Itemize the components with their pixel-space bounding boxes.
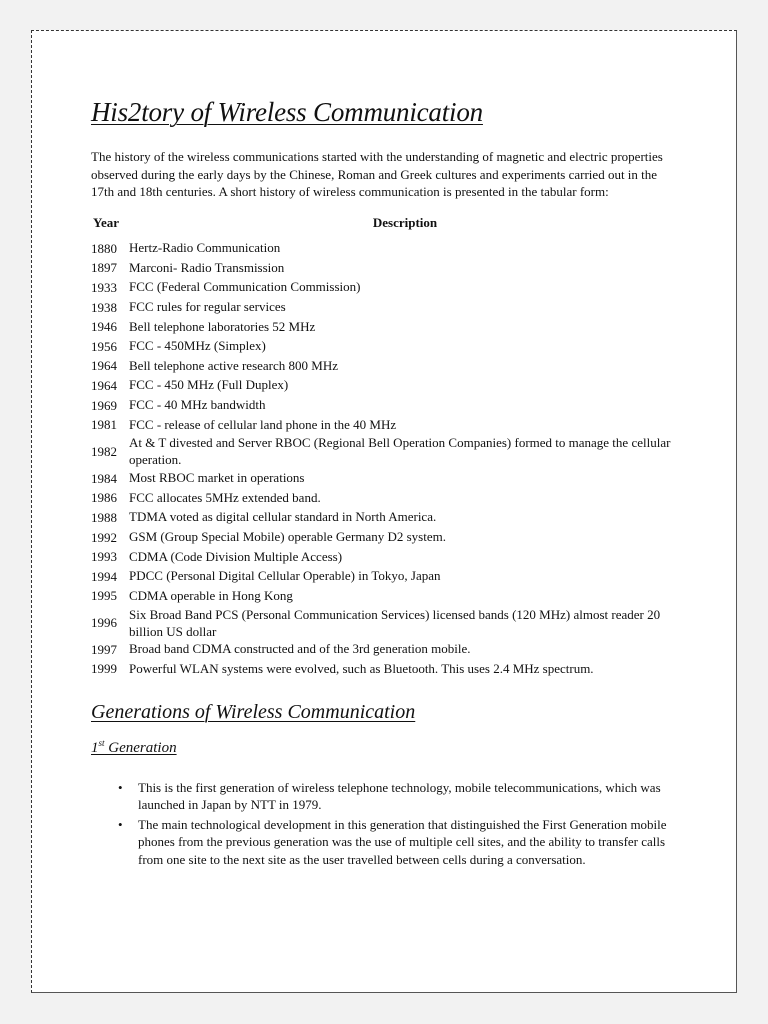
generations-heading: Generations of Wireless Communication	[91, 700, 416, 723]
table-row	[91, 278, 681, 298]
table-row	[91, 508, 681, 528]
year-cell: 1996	[91, 615, 117, 631]
table-row	[91, 376, 681, 396]
year-cell: 1997	[91, 641, 117, 657]
description-cell: FCC allocates 5MHz extended band.	[129, 489, 321, 505]
table-row	[91, 547, 681, 567]
description-cell: At & T divested and Server RBOC (Regional Bell Operation Companies) formed to manage the cellular operation.	[129, 435, 671, 468]
year-cell: 1938	[91, 299, 117, 315]
year-cell: 1956	[91, 338, 117, 354]
description-cell: Bell telephone active research 800 MHz	[129, 357, 338, 373]
list-item	[118, 816, 681, 869]
list-item-text: The main technological development in this generation that distinguished the First Generation mobile phones from the previous generation was the use of multiple cell sites, and the ability to transfer calls from one site to the next site as the user travelled between cells during a conversation.	[138, 816, 667, 867]
year-cell: 1897	[91, 260, 117, 276]
list-item-text: This is the first generation of wireless telephone technology, mobile telecommunications, which was launched in Japan by NTT in 1979.	[138, 779, 661, 813]
table-row	[91, 606, 681, 640]
year-cell: 1988	[91, 509, 117, 525]
year-cell: 1984	[91, 470, 117, 486]
table-row	[91, 317, 681, 337]
year-cell: 1946	[91, 319, 117, 335]
history-table	[91, 215, 681, 679]
bullet-icon: •	[118, 779, 123, 795]
document-page	[31, 30, 737, 993]
year-cell: 1933	[91, 279, 117, 295]
table-row	[91, 527, 681, 547]
description-cell: GSM (Group Special Mobile) operable Germany D2 system.	[129, 529, 446, 545]
description-cell: Six Broad Band PCS (Personal Communication Services) licensed bands (120 MHz) almost reader 20 billion US dollar	[129, 606, 661, 639]
table-row	[91, 239, 681, 259]
description-cell: Hertz-Radio Communication	[129, 240, 281, 256]
bullet-icon: •	[118, 816, 123, 832]
year-column-header: Year	[93, 214, 119, 230]
list-item	[118, 779, 681, 814]
table-row	[91, 336, 681, 356]
table-row	[91, 566, 681, 586]
description-cell: TDMA voted as digital cellular standard in North America.	[129, 509, 437, 525]
year-cell: 1993	[91, 549, 117, 565]
table-row	[91, 586, 681, 606]
table-row	[91, 659, 681, 679]
year-cell: 1986	[91, 490, 117, 506]
document-content	[91, 97, 681, 870]
table-row	[91, 395, 681, 415]
year-cell: 1992	[91, 529, 117, 545]
table-row	[91, 297, 681, 317]
description-column-header: Description	[372, 214, 438, 230]
description-cell: CDMA operable in Hong Kong	[129, 587, 293, 603]
description-cell: Powerful WLAN systems were evolved, such as Bluetooth. This uses 2.4 MHz spectrum.	[129, 660, 594, 676]
description-cell: FCC rules for regular services	[129, 299, 286, 315]
description-cell: FCC - 450 MHz (Full Duplex)	[129, 377, 289, 393]
generation-number: 1	[91, 739, 99, 756]
generation-label: Generation	[104, 739, 177, 756]
year-cell: 1999	[91, 661, 117, 677]
year-cell: 1981	[91, 417, 117, 433]
generation-ordinal-suffix: st	[98, 737, 105, 748]
first-generation-bullets	[91, 779, 681, 869]
description-cell: PDCC (Personal Digital Cellular Operable) in Tokyo, Japan	[129, 568, 441, 584]
document-title: His2tory of Wireless Communication	[91, 97, 483, 127]
table-row	[91, 640, 681, 660]
table-header-row	[91, 215, 681, 239]
description-cell: FCC - release of cellular land phone in the 40 MHz	[129, 416, 397, 432]
year-cell: 1964	[91, 358, 117, 374]
table-row	[91, 356, 681, 376]
description-cell: FCC (Federal Communication Commission)	[129, 279, 361, 295]
table-row	[91, 468, 681, 488]
year-cell: 1994	[91, 568, 117, 584]
table-row	[91, 258, 681, 278]
table-row	[91, 488, 681, 508]
description-cell: Broad band CDMA constructed and of the 3rd generation mobile.	[129, 641, 471, 657]
description-cell: FCC - 40 MHz bandwidth	[129, 397, 266, 413]
table-row	[91, 415, 681, 435]
description-cell: CDMA (Code Division Multiple Access)	[129, 548, 343, 564]
description-cell: FCC - 450MHz (Simplex)	[129, 338, 266, 354]
description-cell: Bell telephone laboratories 52 MHz	[129, 318, 316, 334]
table-row	[91, 434, 681, 468]
intro-paragraph: The history of the wireless communications started with the understanding of magnetic and electric properties observed during the early days by the Chinese, Roman and Greek cultures and experiments carried out in the 17th and 18th centuries. A short history of wireless communication is presented in the tabular form:	[91, 149, 663, 199]
description-cell: Most RBOC market in operations	[129, 470, 305, 486]
year-cell: 1964	[91, 377, 117, 393]
year-cell: 1969	[91, 397, 117, 413]
first-generation-heading	[91, 738, 681, 757]
year-cell: 1995	[91, 588, 117, 604]
year-cell: 1982	[91, 443, 117, 459]
year-cell: 1880	[91, 240, 117, 256]
description-cell: Marconi- Radio Transmission	[129, 259, 285, 275]
